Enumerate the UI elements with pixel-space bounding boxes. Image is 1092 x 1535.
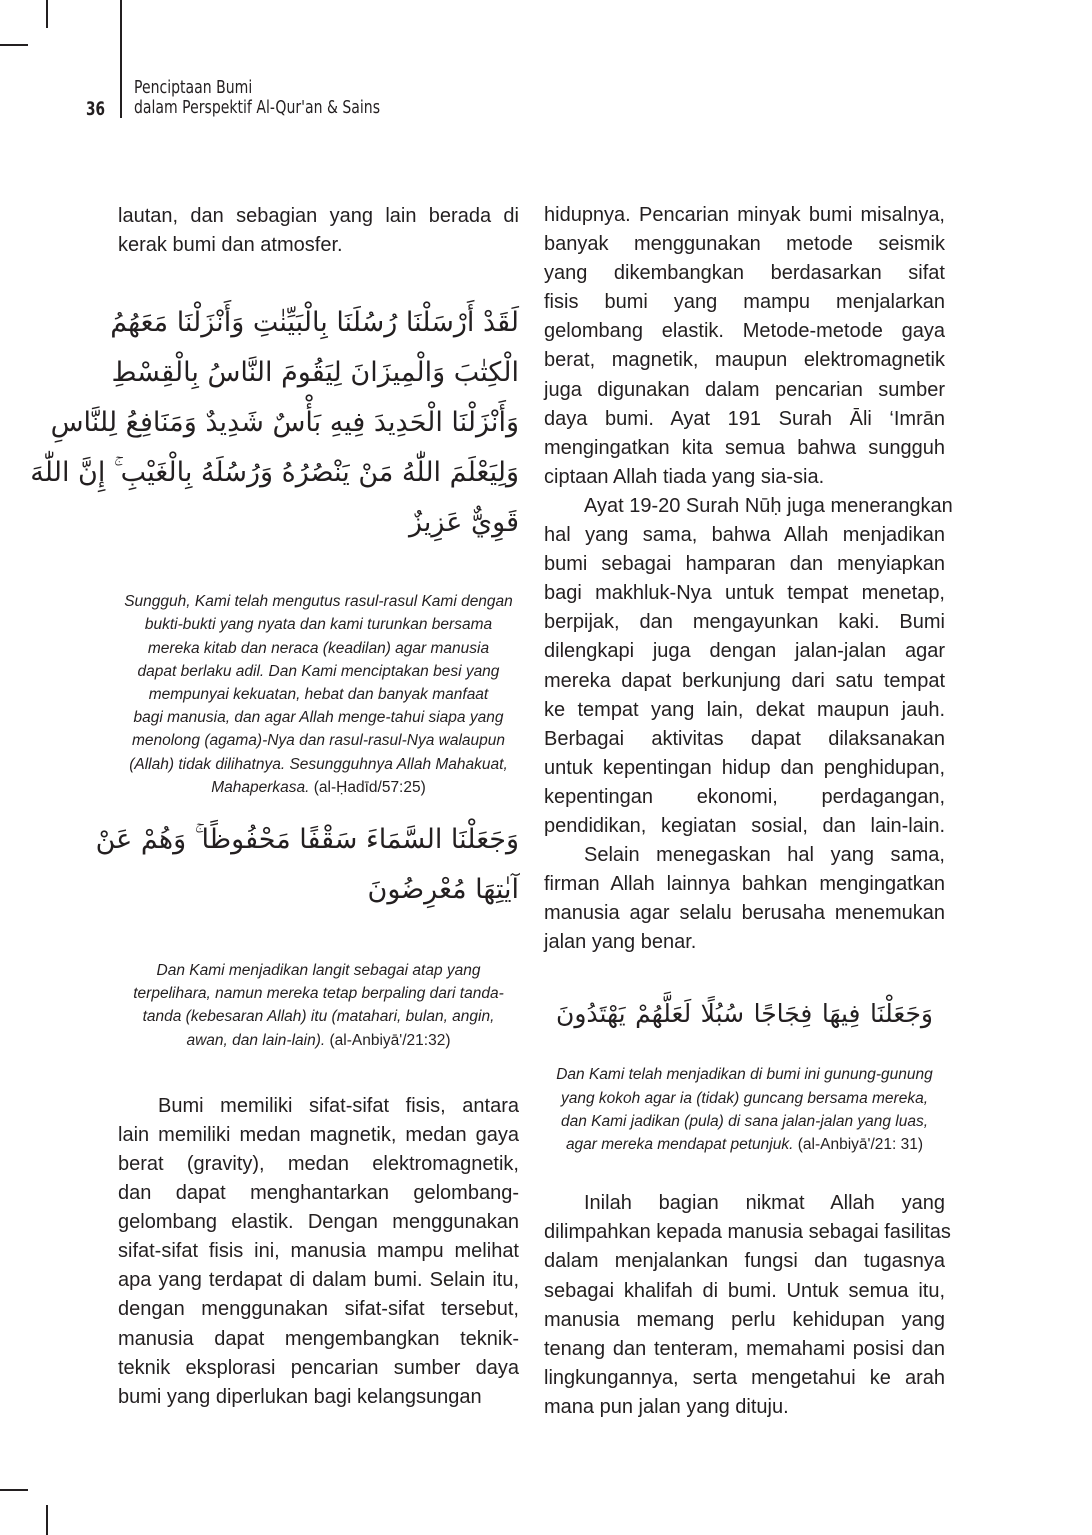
text-line: gelombang elastik. Dengan menggunakan: [118, 1211, 519, 1234]
translation-line: bagi manusia, dan agar Allah menge-tahui siapa yang: [133, 709, 504, 727]
text-line: Selain menegaskan hal yang sama,: [584, 844, 945, 867]
body-paragraph: [118, 1092, 519, 1412]
translation-line: awan, dan lain-lain).: [186, 1031, 326, 1049]
verse-reference: (al-Anbiyā'/21: 31): [797, 1136, 924, 1154]
translation-line: [118, 776, 519, 799]
text-line: sebagai khalifah di bumi. Untuk semua itu,: [544, 1279, 945, 1302]
text-line: berat (gravity), medan elektromagnetik,: [118, 1153, 519, 1176]
text-line: hal yang sama, bahwa Allah menjadikan: [544, 524, 945, 547]
verse-reference: (al-Ḥadīd/57:25): [313, 778, 426, 796]
header-title-line: dalam Perspektif Al-Qur'an & Sains: [134, 97, 381, 118]
text-line: dalam menjalankan fungsi dan tugasnya: [544, 1250, 945, 1273]
crop-mark: [46, 1505, 48, 1535]
text-line: dan dapat menghantarkan gelombang-: [118, 1182, 519, 1205]
text-line: tenang dan tenteram, memahami posisi dan: [544, 1337, 945, 1360]
header-divider: [120, 0, 122, 118]
crop-mark: [46, 0, 48, 28]
translation-line: [544, 1133, 945, 1156]
text-line: dilengkapi juga dengan jalan-jalan agar: [544, 640, 945, 663]
text-line: Inilah bagian nikmat Allah yang: [584, 1192, 945, 1215]
text-line: mengingatkan kita semua bahwa sungguh: [544, 436, 945, 459]
translation-line: agar mereka mendapat petunjuk.: [565, 1136, 794, 1154]
text-line: daya bumi. Ayat 191 Surah Āli ‘Imrān: [544, 407, 945, 430]
translation-line: terpelihara, namun mereka tetap berpaling dari tanda-: [133, 985, 504, 1003]
text-line: Ayat 19-20 Surah Nūḥ juga menerangkan: [584, 494, 953, 517]
text-line: mereka dapat berkunjung dari satu tempat: [544, 669, 945, 692]
verse-translation: [118, 590, 519, 799]
translation-line: yang kokoh agar ia (tidak) guncang bersama mereka,: [560, 1089, 929, 1107]
text-line: juga digunakan dalam pencarian sumber: [544, 378, 945, 401]
body-paragraph: [544, 201, 953, 957]
text-line: Bumi memiliki sifat-sifat fisis, antara: [158, 1094, 519, 1117]
arabic-line: وَلِيَعْلَمَ اللّٰهُ مَنْ يَنْصُرُهُ وَرُسُلَهُ بِالْغَيْبِ ۚ إِنَّ اللّٰهَ: [30, 457, 519, 489]
verse-translation: [544, 1063, 945, 1156]
arabic-line: قَوِيٌّ عَزِيزٌ: [409, 507, 519, 539]
text-line: kerak bumi dan atmosfer.: [118, 234, 343, 257]
text-line: manusia dapat mengembangkan teknik-: [118, 1327, 519, 1350]
text-line: bagi makhluk-Nya untuk tempat menetap,: [544, 582, 945, 605]
text-line: banyak menggunakan metode seismik: [544, 233, 945, 256]
translation-line: bukti-bukti yang nyata dan kami turunkan bersama: [144, 616, 493, 634]
text-line: kepentingan ekonomi, perdagangan,: [544, 785, 945, 808]
arabic-line: وَجَعَلْنَا السَّمَاءَ سَقْفًا مَحْفُوظًا ۚ وَهُمْ عَنْ: [95, 824, 519, 856]
text-line: sifat-sifat fisis ini, manusia mampu melihat: [118, 1240, 519, 1263]
running-header: [134, 78, 380, 118]
translation-line: mereka kitab dan neraca (keadilan) agar manusia: [147, 639, 490, 657]
text-line: Berbagai aktivitas dapat dilaksanakan: [544, 727, 945, 750]
verse-arabic: [95, 815, 519, 915]
translation-line: [118, 1029, 519, 1052]
text-line: berpijak, dan mengayunkan kaki. Bumi: [544, 611, 945, 634]
text-line: dengan menggunakan sifat-sifat tersebut,: [118, 1298, 519, 1321]
translation-line: Mahaperkasa.: [211, 778, 310, 796]
text-line: manusia memang perlu kehidupan yang: [544, 1308, 945, 1331]
text-line: hidupnya. Pencarian minyak bumi misalnya,: [544, 204, 945, 226]
text-line: untuk kepentingan hidup dan penghidupan,: [544, 756, 945, 779]
translation-line: Dan Kami menjadikan langit sebagai atap yang: [156, 962, 481, 980]
right-column: [544, 201, 953, 1422]
translation-line: Dan Kami telah menjadikan di bumi ini gunung-gunung: [556, 1066, 933, 1084]
translation-line: Sungguh, Kami telah mengutus rasul-rasul Kami dengan: [124, 593, 513, 611]
translation-line: tanda (kebesaran Allah) itu (matahari, bulan, angin,: [142, 1008, 495, 1026]
text-line: bumi sebagai hamparan dan menyiapkan: [544, 553, 945, 576]
header-title-line: Penciptaan Bumi: [134, 77, 253, 98]
text-line: berat, magnetik, maupun elektromagnetik: [544, 349, 945, 372]
text-line: mana pun jalan yang dituju.: [544, 1395, 789, 1418]
arabic-line: وَأَنْزَلْنَا الْحَدِيدَ فِيهِ بَأْسٌ شَدِيدٌ وَمَنَافِعُ لِلنَّاسِ: [50, 407, 519, 439]
text-line: fisis bumi yang mampu menjalarkan: [544, 291, 945, 314]
text-line: manusia agar selalu berusaha menemukan: [544, 902, 945, 925]
translation-line: (Allah) tidak dilihatnya. Sesungguhnya Allah Mahakuat,: [129, 755, 508, 773]
text-line: lingkungannya, serta mengetahui ke arah: [544, 1366, 945, 1389]
text-line: yang dikembangkan berdasarkan sifat: [544, 262, 945, 285]
text-line: dilimpahkan kepada manusia sebagai fasilitas: [544, 1221, 951, 1244]
verse-reference: (al-Anbiyā'/21:32): [329, 1031, 451, 1049]
translation-line: mempunyai kekuatan, hebat dan banyak manfaat: [148, 686, 489, 703]
left-column: [30, 202, 519, 1412]
crop-mark: [0, 1489, 28, 1491]
text-line: firman Allah lainnya bahkan mengingatkan: [544, 873, 945, 896]
text-line: gelombang elastik. Metode-metode gaya: [544, 320, 945, 343]
intro-paragraph: [118, 202, 519, 260]
translation-line: dan Kami jadikan (pula) di sana jalan-jalan yang luas,: [560, 1112, 929, 1130]
text-line: lautan, dan sebagian yang lain berada di: [118, 205, 519, 227]
text-line: pendidikan, kegiatan sosial, dan lain-lain.: [544, 814, 945, 837]
arabic-line: وَجَعَلْنَا فِيهَا فِجَاجًا سُبُلًا لَعَلَّهُمْ يَهْتَدُونَ: [556, 999, 933, 1029]
verse-translation: [118, 959, 519, 1052]
text-line: teknik eksplorasi pencarian sumber daya: [118, 1356, 519, 1379]
text-line: jalan yang benar.: [544, 931, 697, 954]
verse-arabic: [544, 989, 945, 1039]
text-line: lain memiliki medan magnetik, medan gaya: [118, 1123, 519, 1146]
verse-arabic: [30, 298, 519, 548]
page-number: 36: [86, 98, 106, 120]
text-line: ke tempat yang lain, dekat maupun jauh.: [544, 698, 945, 721]
text-line: bumi yang diperlukan bagi kelangsungan: [118, 1385, 482, 1408]
body-paragraph: [544, 1189, 951, 1422]
arabic-line: الْكِتٰبَ وَالْمِيزَانَ لِيَقُومَ النَّاسُ بِالْقِسْطِ: [111, 357, 519, 389]
translation-line: menolong (agama)-Nya dan rasul-rasul-Nya walaupun: [131, 732, 506, 750]
text-line: ciptaan Allah tiada yang sia-sia.: [544, 465, 825, 488]
arabic-line: آيٰتِهَا مُعْرِضُونَ: [367, 874, 519, 906]
translation-line: dapat berlaku adil. Dan Kami menciptakan besi yang: [137, 662, 500, 680]
arabic-line: لَقَدْ أَرْسَلْنَا رُسُلَنَا بِالْبَيِّنٰتِ وَأَنْزَلْنَا مَعَهُمُ: [110, 307, 519, 339]
text-line: apa yang terdapat di dalam bumi. Selain itu,: [118, 1269, 519, 1292]
crop-mark: [0, 44, 28, 46]
